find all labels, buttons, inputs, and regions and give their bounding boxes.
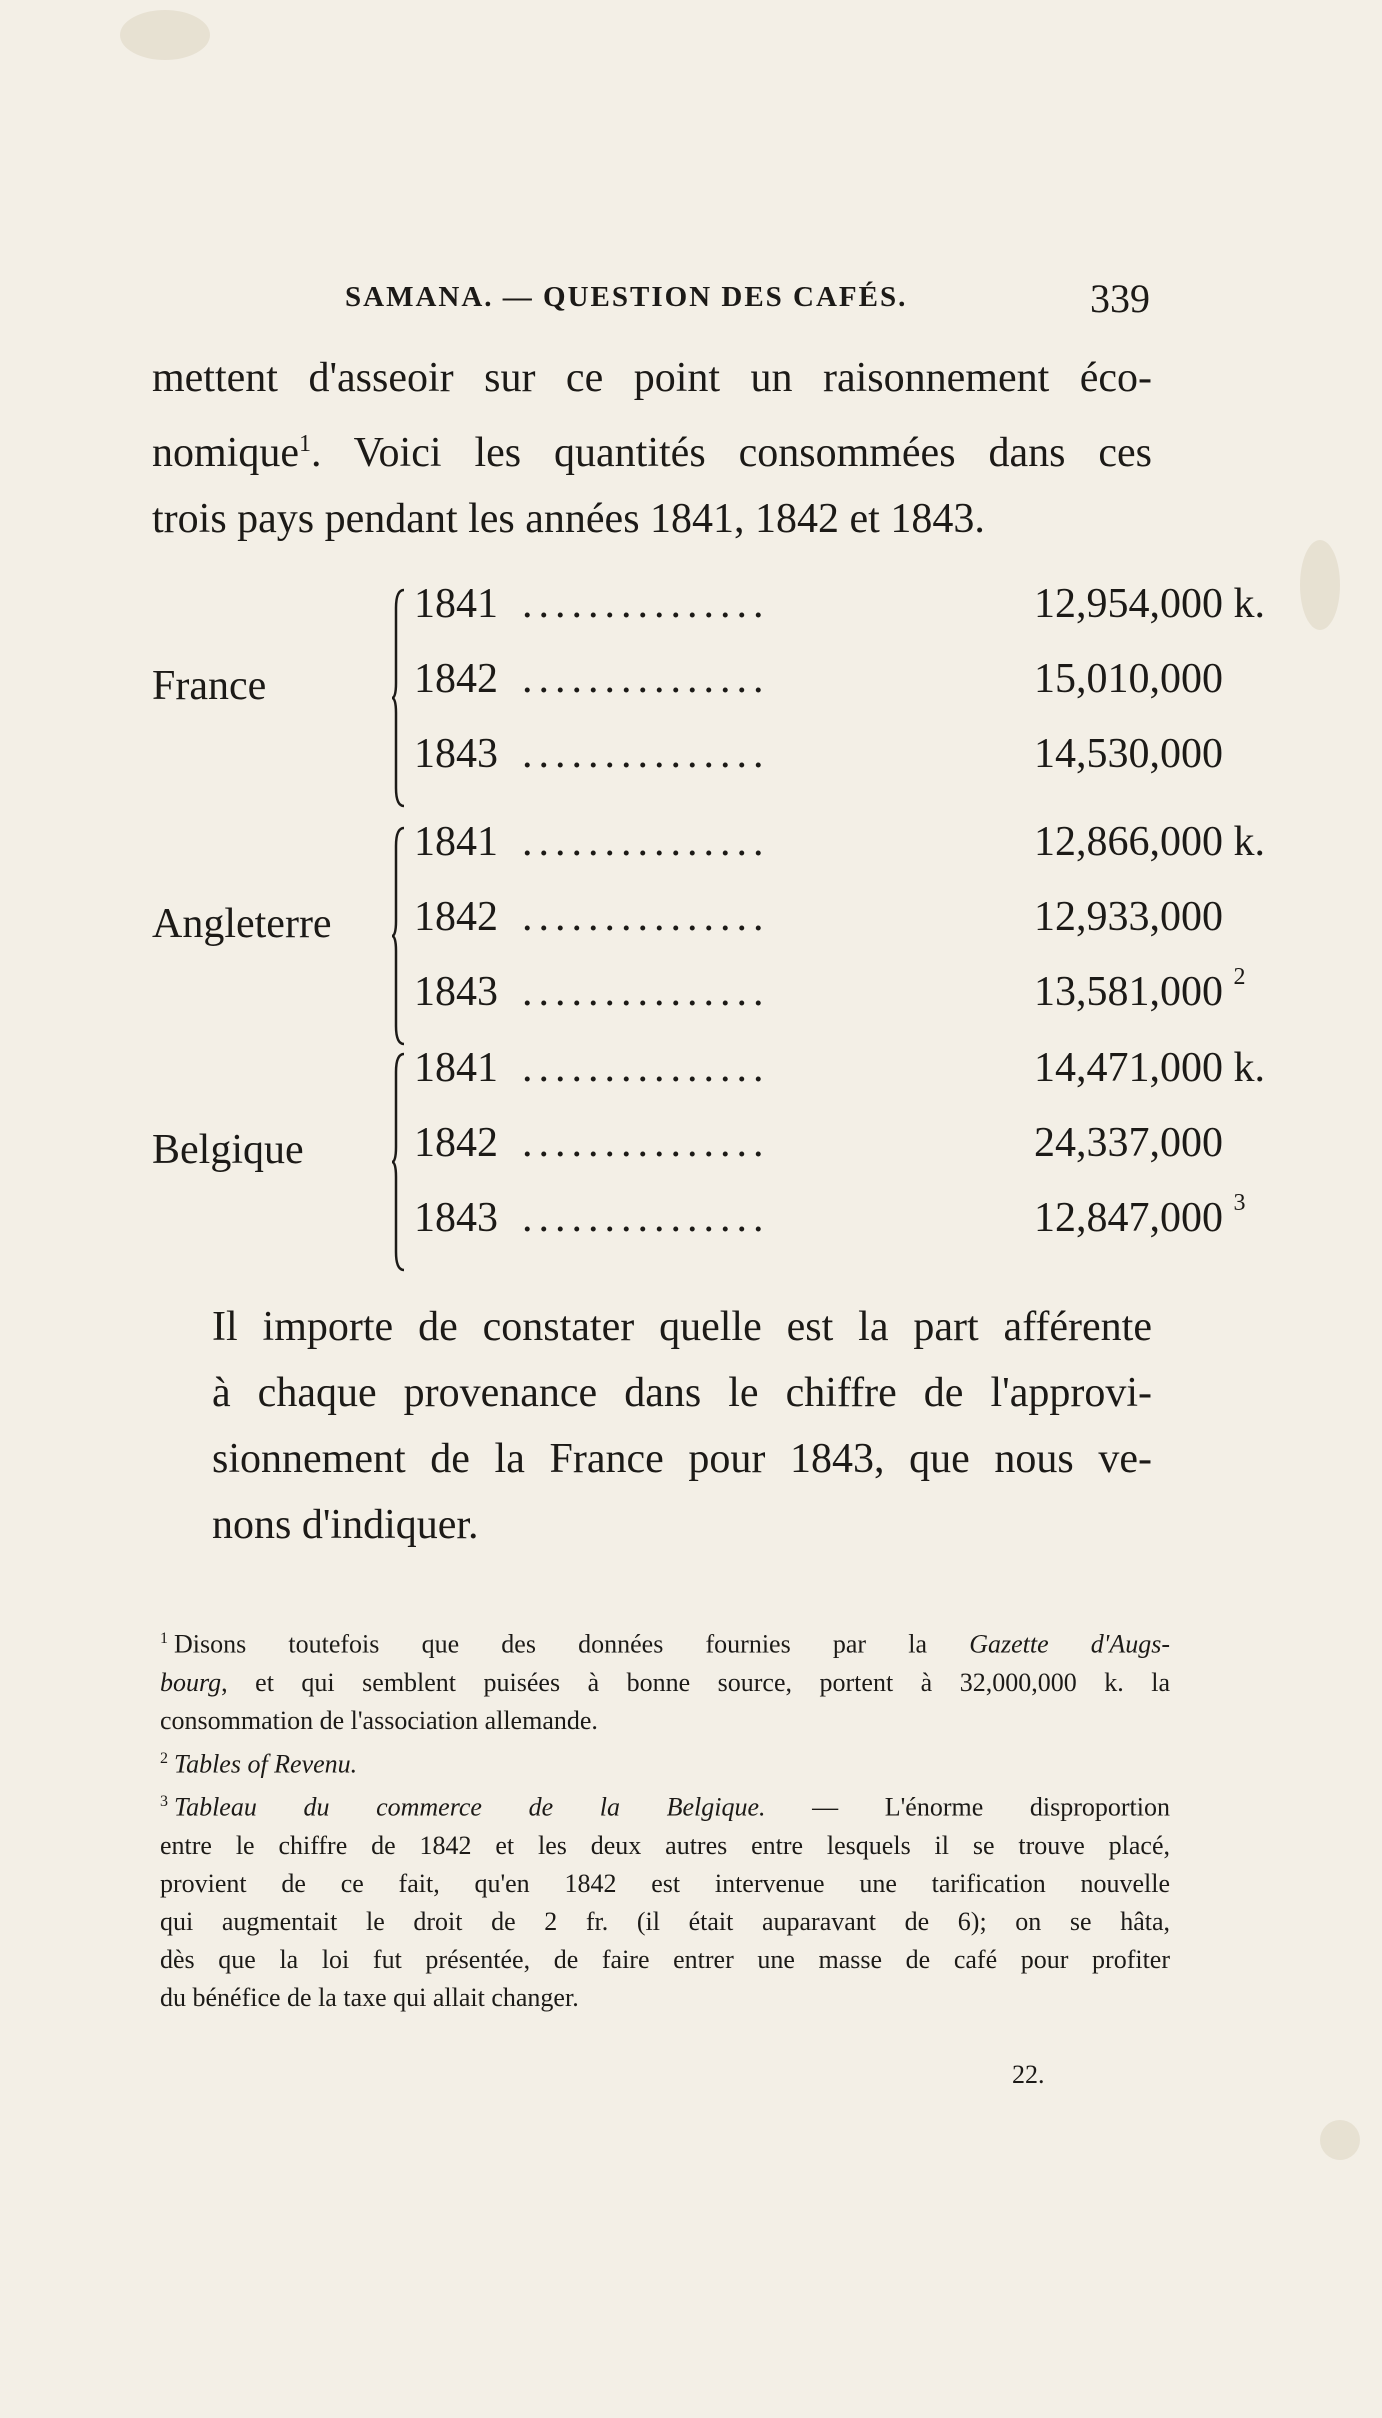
text-line: qui augmentait le droit de 2 fr. (il était auparavant de 6); on se hâta, — [160, 1906, 1170, 1936]
footnote-ref: 1 — [298, 431, 311, 457]
table-row — [414, 964, 1246, 1024]
quantity: 24,337,000 — [1034, 1120, 1223, 1166]
quantity: 12,954,000 k. — [1034, 581, 1265, 627]
page-header — [150, 275, 1150, 325]
year: 1842 — [414, 656, 498, 702]
brace-icon — [392, 588, 408, 808]
paper-stain — [1320, 2120, 1360, 2160]
text-line: mettent d'asseoir sur ce point un raisonnement éco- — [152, 355, 1152, 401]
country-block-angleterre — [152, 818, 1265, 1058]
country-block-france — [152, 580, 1265, 820]
paper-stain — [120, 10, 210, 60]
text-line: du bénéfice de la taxe qui allait changer. — [160, 1982, 579, 2012]
table-row — [414, 1044, 1265, 1100]
year: 1841 — [414, 819, 498, 865]
text-line: nomique$^1$. Voici les quantités consommées dans ces — [152, 430, 1152, 476]
quantity: 14,530,000 — [1034, 731, 1223, 777]
year: 1843 — [414, 969, 498, 1015]
country-name: Angleterre — [152, 901, 332, 947]
page-number: 339 — [1090, 276, 1150, 321]
country-name: France — [152, 663, 267, 709]
leader-dots: ............... — [522, 581, 770, 627]
leader-dots: ............... — [522, 1195, 770, 1241]
text-line: Il importe de constater quelle est la part afférente — [212, 1304, 1152, 1350]
leader-dots: ............... — [522, 819, 770, 865]
table-row — [414, 730, 1223, 786]
text-line: $^2$ Tables of Revenu. — [160, 1749, 358, 1779]
leader-dots: ............... — [522, 894, 770, 940]
year: 1841 — [414, 581, 498, 627]
footnotes — [160, 1620, 1170, 2017]
brace-icon — [392, 1052, 408, 1272]
quantity: 15,010,000 — [1034, 656, 1223, 702]
text-line: $^3$ Tableau du commerce de la Belgique. — L'énorme disproportion — [160, 1792, 1170, 1822]
text-line: nons d'indiquer. — [212, 1502, 479, 1548]
running-head: SAMANA. — QUESTION DES CAFÉS. — [345, 281, 908, 313]
paragraph-intro — [152, 345, 1152, 552]
table-row — [414, 818, 1265, 874]
quantity: 12,866,000 k. — [1034, 819, 1265, 865]
year: 1843 — [414, 1195, 498, 1241]
brace-icon — [392, 826, 408, 1046]
year: 1841 — [414, 1045, 498, 1091]
text-line: entre le chiffre de 1842 et les deux autres entre lesquels il se trouve placé, — [160, 1830, 1170, 1860]
footnote-2 — [160, 1740, 1170, 1784]
text-line: dès que la loi fut présentée, de faire entrer une masse de café pour profiter — [160, 1944, 1170, 1974]
leader-dots: ............... — [522, 656, 770, 702]
table-row — [414, 580, 1265, 636]
leader-dots: ............... — [522, 731, 770, 777]
paragraph-analysis — [152, 1294, 1152, 1558]
year: 1842 — [414, 1120, 498, 1166]
footnote-3 — [160, 1783, 1170, 2017]
quantity: 12,933,000 — [1034, 894, 1223, 940]
footnote-ref: 2 — [1233, 964, 1246, 990]
table-row — [414, 893, 1223, 949]
text-line: $^1$ Disons toutefois que des données fournies par la Gazette d'Augs- — [160, 1629, 1171, 1659]
text-line: à chaque provenance dans le chiffre de l'approvi- — [212, 1370, 1152, 1416]
paper-stain — [1300, 540, 1340, 630]
country-name: Belgique — [152, 1127, 304, 1173]
year: 1842 — [414, 894, 498, 940]
quantity: 13,581,000 $^2$ — [1034, 964, 1246, 1015]
footnote-1 — [160, 1620, 1170, 1740]
text-line: trois pays pendant les années 1841, 1842 et 1843. — [152, 496, 985, 542]
table-row — [414, 1119, 1223, 1175]
leader-dots: ............... — [522, 1120, 770, 1166]
table-row — [414, 655, 1223, 711]
quantity: 14,471,000 k. — [1034, 1045, 1265, 1091]
text-line: provient de ce fait, qu'en 1842 est intervenue une tarification nouvelle — [160, 1868, 1170, 1898]
country-block-belgique — [152, 1044, 1265, 1284]
year: 1843 — [414, 731, 498, 777]
signature-mark: 22. — [1012, 2060, 1045, 2089]
leader-dots: ............... — [522, 1045, 770, 1091]
leader-dots: ............... — [522, 969, 770, 1015]
quantity: 12,847,000 $^3$ — [1034, 1190, 1246, 1241]
table-row — [414, 1190, 1246, 1250]
text-line: bourg, et qui semblent puisées à bonne source, portent à 32,000,000 k. la — [160, 1667, 1170, 1697]
text-line: consommation de l'association allemande. — [160, 1705, 598, 1735]
footnote-ref: 3 — [1233, 1190, 1246, 1216]
text-line: sionnement de la France pour 1843, que nous ve- — [212, 1436, 1152, 1482]
